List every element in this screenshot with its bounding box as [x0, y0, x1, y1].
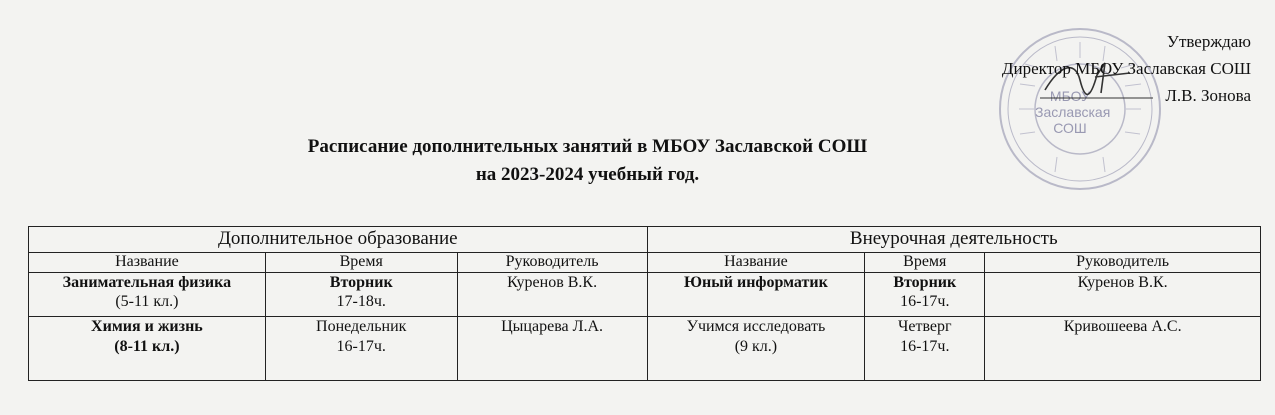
group-header-row [29, 227, 1261, 253]
column-header: Руководитель [457, 253, 647, 273]
schedule-table [28, 226, 1261, 381]
teacher-cell: Куренов В.К. [457, 273, 647, 317]
teacher-cell: Кривошеева А.С. [985, 317, 1261, 381]
course-name: Химия и жизнь [91, 318, 203, 335]
group-header-additional-education: Дополнительное образование [29, 227, 648, 253]
hours: 16-17ч. [900, 293, 950, 310]
approval-block [1002, 28, 1251, 109]
hours: 16-17ч. [336, 338, 386, 355]
time-cell [265, 273, 457, 317]
teacher-cell: Куренов В.К. [985, 273, 1261, 317]
course-grades: (5-11 кл.) [115, 293, 179, 310]
activity-grades: (9 кл.) [734, 338, 778, 355]
title-line-1: Расписание дополнительных занятий в МБОУ Заславской СОШ [307, 136, 868, 157]
course-name-cell [29, 273, 266, 317]
column-header: Время [265, 253, 457, 273]
time-cell [865, 273, 985, 317]
table-row [29, 273, 1261, 317]
stamp-text-mid: Заславская [1035, 104, 1111, 120]
approval-line-1: Утверждаю [1166, 32, 1251, 51]
column-header-row [29, 253, 1261, 273]
weekday: Вторник [329, 274, 393, 291]
table-row [29, 317, 1261, 381]
hours: 17-18ч. [336, 293, 386, 310]
column-header: Руководитель [985, 253, 1261, 273]
activity-name: Учимся исследовать [686, 318, 826, 335]
course-name-cell [29, 317, 266, 381]
approval-line-2: Директор МБОУ Заславская СОШ [1001, 59, 1251, 78]
teacher-cell: Цыцарева Л.А. [457, 317, 647, 381]
group-header-extracurricular: Внеурочная деятельность [647, 227, 1260, 253]
weekday: Четверг [897, 318, 952, 335]
column-header: Время [865, 253, 985, 273]
weekday: Вторник [893, 274, 957, 291]
document-title [0, 133, 1275, 189]
activity-name-cell [647, 273, 865, 317]
time-cell [865, 317, 985, 381]
column-header: Название [647, 253, 865, 273]
course-name: Занимательная физика [62, 274, 232, 291]
activity-name-cell [647, 317, 865, 381]
weekday: Понедельник [316, 318, 407, 335]
course-grades: (8-11 кл.) [114, 338, 180, 355]
activity-name: Юный информатик [684, 274, 828, 291]
hours: 16-17ч. [900, 338, 950, 355]
time-cell [265, 317, 457, 381]
stamp-text-top: МБОУ [1049, 88, 1091, 104]
stamp-text-bot: СОШ [1053, 120, 1087, 136]
column-header: Название [29, 253, 266, 273]
approval-line-3: Л.В. Зонова [1165, 86, 1251, 105]
title-line-2: на 2023-2024 учебный год. [475, 164, 700, 185]
